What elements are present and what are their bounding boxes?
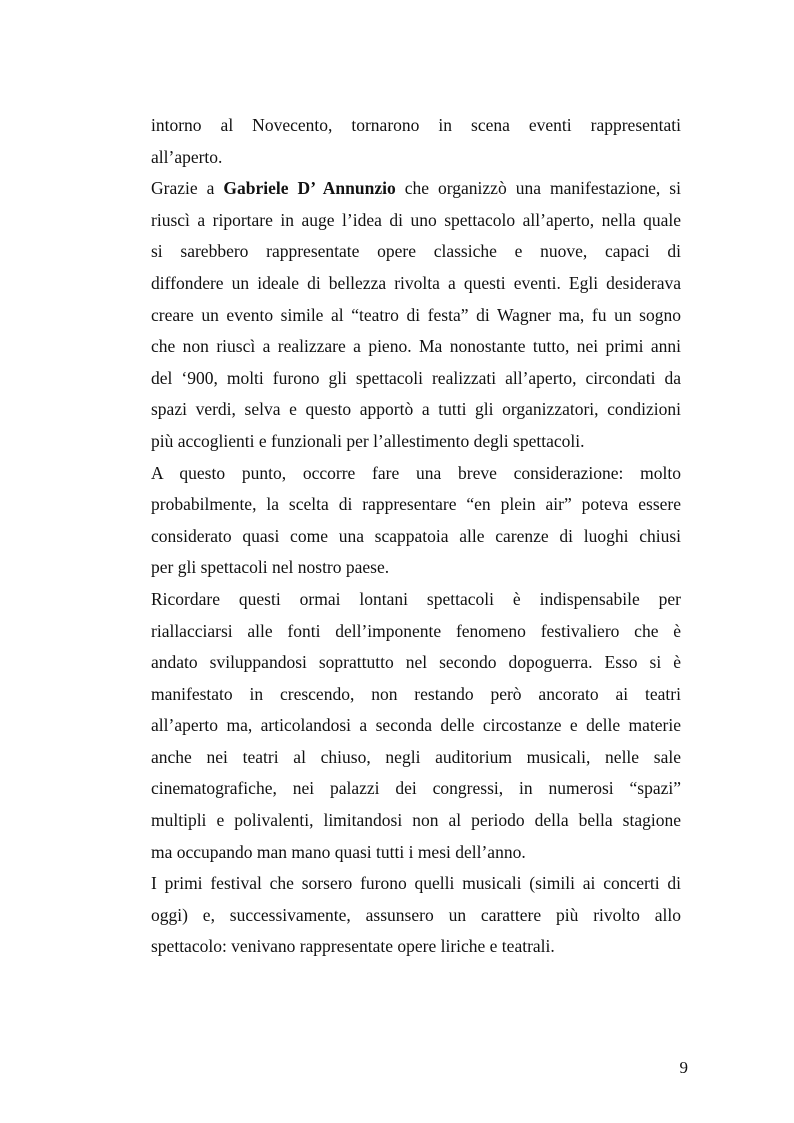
text-fragment: andato sviluppandosi soprattutto nel secondo dopoguerra. Esso si è: [151, 652, 681, 673]
text-fragment: Ricordare questi ormai lontani spettacoli è indispensabile per: [151, 588, 681, 609]
paragraph: [151, 584, 681, 868]
text-line: [151, 900, 681, 932]
text-line: [151, 426, 681, 458]
text-fragment: multipli e polivalenti, limitandosi non al periodo della bella stagione: [151, 810, 681, 831]
text-line: [151, 458, 681, 490]
paragraph: [151, 110, 681, 173]
text-fragment: spettacolo: venivano rappresentate opere liriche e teatrali.: [151, 936, 555, 957]
text-fragment: anche nei teatri al chiuso, negli auditorium musicali, nelle sale: [151, 746, 681, 767]
text-fragment: I primi festival che sorsero furono quelli musicali (simili ai concerti di: [151, 873, 681, 894]
text-line: [151, 331, 681, 363]
text-fragment: considerato quasi come una scappatoia alle carenze di luoghi chiusi: [151, 525, 681, 546]
text-fragment: che organizzò una manifestazione, si: [395, 178, 681, 199]
paragraph-list: [151, 110, 681, 963]
text-fragment: all’aperto.: [151, 146, 223, 167]
text-fragment: manifestato in crescendo, non restando però ancorato ai teatri: [151, 683, 681, 704]
text-fragment: riuscì a riportare in auge l’idea di uno spettacolo all’aperto, nella quale: [151, 209, 681, 230]
text-line: [151, 268, 681, 300]
text-fragment: A questo punto, occorre fare una breve considerazione: molto: [151, 462, 681, 483]
bold-name: Gabriele D’ Annunzio: [223, 178, 396, 199]
text-line: [151, 931, 681, 963]
text-fragment: ma occupando man mano quasi tutti i mesi dell’anno.: [151, 841, 526, 862]
paragraph: [151, 173, 681, 457]
text-line: [151, 489, 681, 521]
text-fragment: si sarebbero rappresentate opere classiche e nuove, capaci di: [151, 241, 681, 262]
document-body: [151, 110, 681, 963]
text-line: [151, 142, 681, 174]
text-line: [151, 363, 681, 395]
text-fragment: spazi verdi, selva e questo apportò a tutti gli organizzatori, condizioni: [151, 399, 681, 420]
text-fragment: probabilmente, la scelta di rappresentare “en plein air” poteva essere: [151, 494, 681, 515]
text-fragment: diffondere un ideale di bellezza rivolta a questi eventi. Egli desiderava: [151, 272, 681, 293]
text-fragment: riallacciarsi alle fonti dell’imponente fenomeno festivaliero che è: [151, 620, 681, 641]
text-fragment: Grazie a: [151, 178, 224, 199]
text-line: [151, 868, 681, 900]
text-fragment: che non riuscì a realizzare a pieno. Ma nonostante tutto, nei primi anni: [151, 336, 681, 357]
text-line: [151, 236, 681, 268]
page-number: 9: [679, 1058, 688, 1077]
text-line: [151, 205, 681, 237]
text-line: [151, 584, 681, 616]
text-line: [151, 552, 681, 584]
text-fragment: più accoglienti e funzionali per l’allestimento degli spettacoli.: [151, 430, 585, 451]
text-line: [151, 173, 681, 205]
text-line: [151, 521, 681, 553]
text-fragment: del ‘900, molti furono gli spettacoli realizzati all’aperto, circondati da: [151, 367, 681, 388]
paragraph: [151, 868, 681, 963]
text-line: [151, 679, 681, 711]
text-line: [151, 616, 681, 648]
text-fragment: all’aperto ma, articolandosi a seconda delle circostanze e delle materie: [151, 715, 681, 736]
text-line: [151, 837, 681, 869]
text-fragment: per gli spettacoli nel nostro paese.: [151, 557, 390, 578]
text-fragment: cinematografiche, nei palazzi dei congressi, in numerosi “spazi”: [151, 778, 681, 799]
paragraph: [151, 458, 681, 584]
text-line: [151, 773, 681, 805]
text-line: [151, 805, 681, 837]
text-fragment: creare un evento simile al “teatro di festa” di Wagner ma, fu un sogno: [151, 304, 681, 325]
text-line: [151, 647, 681, 679]
text-fragment: oggi) e, successivamente, assunsero un carattere più rivolto allo: [151, 904, 681, 925]
text-line: [151, 300, 681, 332]
text-line: [151, 742, 681, 774]
text-line: [151, 710, 681, 742]
text-line: [151, 394, 681, 426]
text-line: [151, 110, 681, 142]
text-fragment: intorno al Novecento, tornarono in scena eventi rappresentati: [151, 115, 681, 135]
